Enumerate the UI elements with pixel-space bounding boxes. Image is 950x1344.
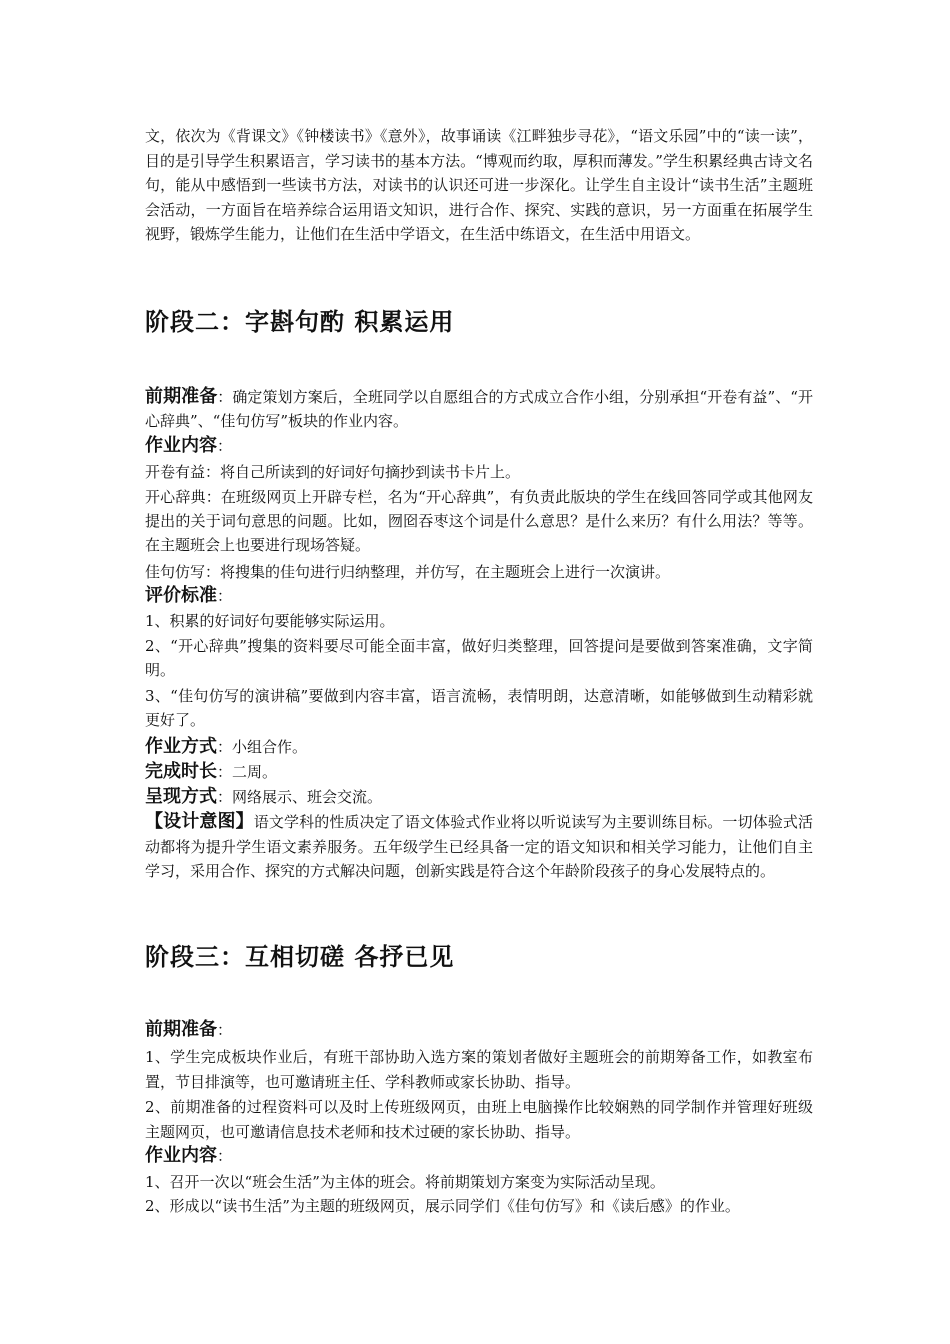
content-label: 作业内容: [145, 1145, 217, 1166]
content-item: 开心辞典：在班级网页上开辟专栏，名为“开心辞典”，有负责此版块的学生在线回答同学或其他网友提出的关于词句意思的问题。比如，囫囵吞枣这个词是什么意思？是什么来历？有什么用法？等等。在主题班会上也要进行现场答疑。: [145, 488, 813, 554]
content-label: 作业内容: [145, 435, 217, 456]
prep-colon: ：: [217, 1021, 233, 1039]
design-intent-text: 语文学科的性质决定了语文体验式作业将以听说读写为主要训练目标。一切体验式活动都将为提升学生语文素养服务。五年级学生已经具备一定的语文知识和相关学习能力，让他们自主学习，采用合作、探究的方式解决问题，创新实践是符合这个年龄阶段孩子的身心发展特点的。: [145, 813, 813, 880]
content-item: 佳句仿写：将搜集的佳句进行归纳整理，并仿写，在主题班会上进行一次演讲。: [145, 563, 671, 581]
method-text: ：小组合作。: [217, 738, 308, 756]
criteria-label: 评价标准: [145, 585, 217, 606]
intro-paragraph: 文，依次为《背课文》《钟楼读书》《意外》，故事诵读《江畔独步寻花》，“语文乐园”中的“读一读”，目的是引导学生积累语言，学习读书的基本方法。“博观而约取，厚积而薄发。”学生积累经典古诗文名句，能从中感悟到一些读书方法，对读书的认识还可进一步深化。让学生自主设计“读书生活”主题班会活动，一方面旨在培养综合运用语文知识，进行合作、探究、实践的意识，另一方面重在拓展学生视野，锻炼学生能力，让他们在生活中学语文，在生活中练语文，在生活中用语文。: [145, 127, 813, 243]
prep-item: 1、学生完成板块作业后，有班干部协助入选方案的策划者做好主题班会的前期筹备工作，如教室布置，节目排演等，也可邀请班主任、学科教师或家长协助、指导。: [145, 1048, 813, 1091]
stage-three-heading: 阶段三：互相切磋 各抒已见: [145, 943, 455, 971]
criteria-item: 2、“开心辞典”搜集的资料要尽可能全面丰富，做好归类整理，回答提问是要做到答案准确，文字简明。: [145, 637, 813, 679]
stage-three-prep-heading: [145, 1018, 232, 1042]
content-item: 开卷有益：将自己所读到的好词好句摘抄到读书卡片上。: [145, 463, 521, 481]
prep-label: 前期准备: [145, 1019, 217, 1040]
design-intent-label: 【设计意图】: [145, 811, 254, 832]
criteria-item: 3、“佳句仿写的演讲稿”要做到内容丰富，语言流畅，表情明朗，达意清晰，如能够做到生动精彩就更好了。: [145, 687, 813, 729]
content-item: 1、召开一次以“班会生活”为主体的班会。将前期策划方案变为实际活动呈现。: [145, 1173, 665, 1191]
design-intent: [145, 810, 813, 884]
presentation-label: 呈现方式: [145, 786, 217, 807]
duration-text: ：二周。: [217, 763, 278, 781]
duration-line: [145, 760, 277, 784]
prep-text: ：确定策划方案后，全班同学以自愿组合的方式成立合作小组，分别承担“开卷有益”、“开心辞典”、“佳句仿写”板块的作业内容。: [145, 388, 814, 430]
presentation-text: ：网络展示、班会交流。: [217, 788, 383, 806]
presentation-line: [145, 785, 382, 809]
stage-two-heading: 阶段二：字斟句酌 积累运用: [145, 308, 455, 336]
duration-label: 完成时长: [145, 761, 217, 782]
criteria-colon: ：: [217, 587, 233, 605]
content-colon: ：: [217, 437, 233, 455]
prep-label: 前期准备: [145, 386, 218, 407]
stage-three-content-heading: [145, 1144, 232, 1168]
stage-two-content-heading: [145, 434, 232, 458]
criteria-item: 1、积累的好词好句要能够实际运用。: [145, 612, 395, 630]
prep-item: 2、前期准备的过程资料可以及时上传班级网页，由班上电脑操作比较娴熟的同学制作并管理好班级主题网页，也可邀请信息技术老师和技术过硬的家长协助、指导。: [145, 1098, 813, 1141]
method-line: [145, 735, 307, 759]
method-label: 作业方式: [145, 736, 217, 757]
content-colon: ：: [217, 1147, 233, 1165]
criteria-heading: [145, 584, 232, 608]
stage-two-prep: [145, 385, 813, 433]
content-item: 2、形成以“读书生活”为主题的班级网页，展示同学们《佳句仿写》和《读后感》的作业。: [145, 1197, 740, 1215]
